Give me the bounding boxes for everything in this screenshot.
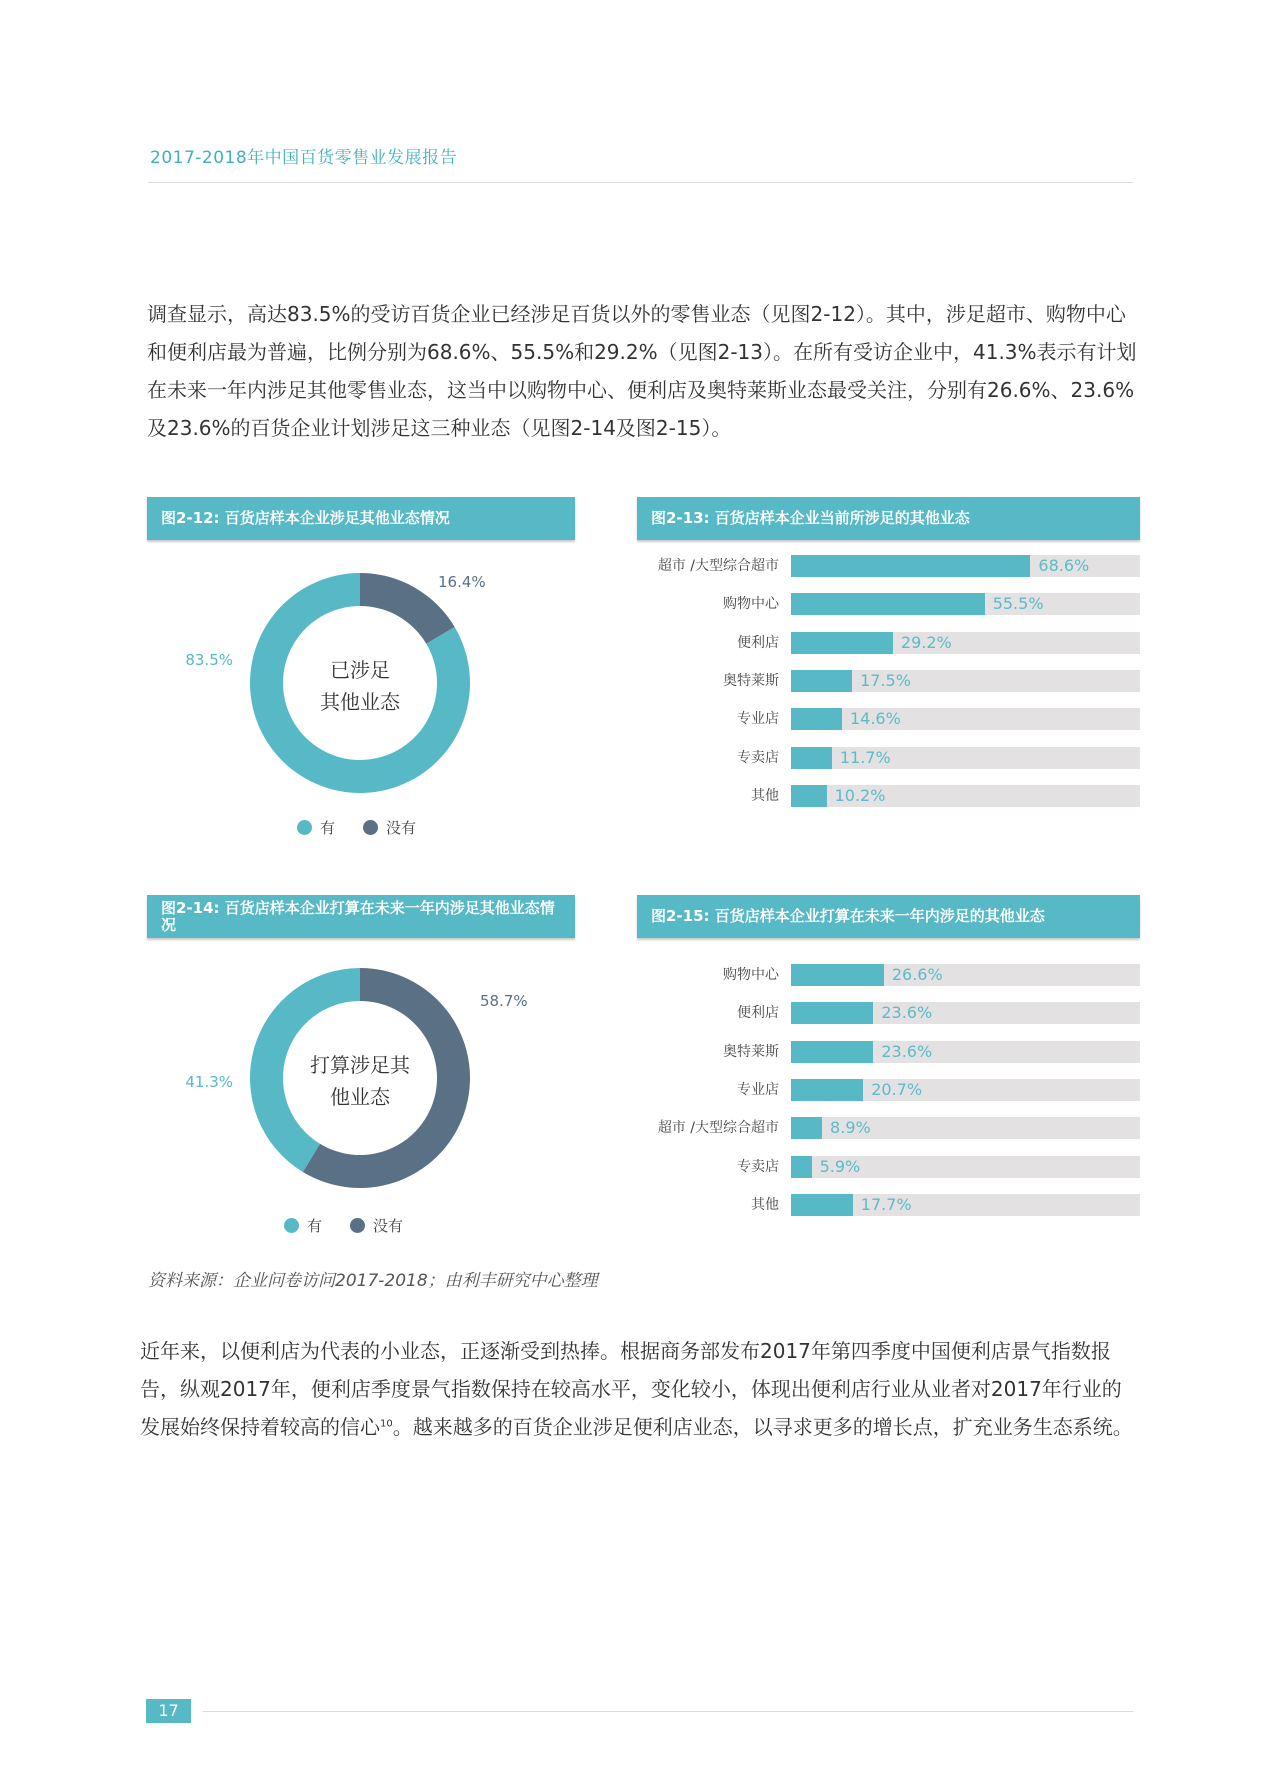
fig-2-13-category-label: 超市 /大型综合超市 [657, 558, 779, 574]
fig-2-15-bar [791, 964, 884, 986]
fig-2-15-category-label: 奥特莱斯 [723, 1043, 779, 1060]
fig-2-12-center-label-line: 其他业态 [320, 690, 400, 714]
fig-2-15-title: 图2-15: 百货店样本企业打算在未来一年内涉足的其他业态 [637, 895, 1140, 938]
legend-yes-swatch [284, 1218, 299, 1233]
fig-2-15-value-label: 23.6% [881, 1003, 933, 1023]
legend-yes-label: 有 [320, 819, 336, 837]
fig-2-13-bar-row [737, 747, 1140, 769]
fig-2-13-bar-row [657, 555, 1140, 577]
fig-2-13-category-label: 便利店 [737, 634, 779, 651]
fig-2-13-bar [791, 632, 893, 654]
fig-2-15-bar-row [723, 1041, 1140, 1063]
fig-2-15-category-label: 便利店 [737, 1005, 779, 1022]
fig-2-13-value-label: 29.2% [900, 632, 952, 652]
fig-2-13-category-label: 专卖店 [737, 749, 779, 766]
paragraph-text-end: 。越来越多的百货企业涉足便利店业态，以寻求更多的增长点，扩充业务生态系统。 [392, 1415, 1133, 1439]
header-divider [148, 182, 1133, 183]
fig-2-15-bar-row [737, 1002, 1140, 1024]
fig-2-14-slice-label-no: 58.7% [480, 992, 528, 1010]
fig-2-15-category-label: 超市 /大型综合超市 [657, 1120, 779, 1137]
report-header-title: 2017-2018年中国百货零售业发展报告 [150, 148, 458, 168]
fig-2-15-bar [791, 1194, 853, 1216]
fig-2-13-bar [791, 747, 832, 769]
fig-2-14-center-label-line: 打算涉足其 [310, 1053, 410, 1077]
footer-divider [203, 1711, 1133, 1712]
source-note: 资料来源：企业问卷访问2017-2018；由利丰研究中心整理 [148, 1271, 598, 1291]
fig-2-15-category-label: 其他 [751, 1196, 779, 1213]
fig-2-14-slice-label-yes: 41.3% [185, 1073, 233, 1091]
fig-2-15-value-label: 17.7% [860, 1194, 912, 1214]
fig-2-13-category-label: 购物中心 [723, 596, 779, 613]
legend-no-label: 没有 [373, 1217, 404, 1235]
fig-2-13-bar-row [751, 785, 1140, 807]
fig-2-14-legend [284, 1215, 403, 1236]
fig-2-13-bar [791, 670, 852, 692]
footnote-marker: 10 [380, 1418, 393, 1430]
paragraph-text: 近年来，以便利店为代表的小业态，正逐渐受到热捧。根据商务部发布2017年第四季度中国便利店景气指数报告，纵观2017年，便利店季度景气指数保持在较高水平，变化较小，体现出便利店行业从业者对2017年行业的发展始终保持着较高的信心 [140, 1339, 1122, 1439]
fig-2-15-bar [791, 1079, 863, 1101]
fig-2-15-value-label: 8.9% [830, 1118, 871, 1138]
fig-2-15-value-label: 26.6% [891, 965, 943, 984]
fig-2-13-title: 图2-13: 百货店样本企业当前所涉足的其他业态 [637, 497, 1140, 540]
fig-2-12-center-label-line: 已涉足 [330, 658, 390, 682]
fig-2-14-donut-chart [185, 955, 528, 1205]
fig-2-13-bar [791, 555, 1030, 577]
fig-2-13-bar [791, 708, 842, 730]
fig-2-15-bar [791, 1117, 822, 1139]
legend-no-label: 没有 [386, 819, 417, 837]
fig-2-13-value-label: 68.6% [1038, 556, 1090, 575]
fig-2-13-value-label: 10.2% [834, 785, 886, 805]
fig-2-15-bar [791, 1156, 812, 1178]
fig-2-12-slice-label-yes: 83.5% [185, 651, 233, 669]
legend-yes-swatch [297, 820, 312, 835]
fig-2-13-value-label: 17.5% [860, 670, 911, 690]
page-number: 17 [146, 1699, 191, 1723]
fig-2-13-bar-row [723, 670, 1140, 692]
fig-2-12-slice-label-no: 16.4% [438, 573, 486, 591]
fig-2-15-bar-row [723, 964, 1140, 986]
fig-2-15-bar-row [657, 1117, 1140, 1139]
fig-2-15-bar [791, 1041, 873, 1063]
fig-2-15-category-label: 专业店 [737, 1081, 779, 1098]
fig-2-15-value-label: 20.7% [871, 1079, 923, 1099]
fig-2-15-value-label: 5.9% [819, 1156, 861, 1176]
fig-2-15-category-label: 专卖店 [737, 1158, 779, 1175]
fig-2-15-category-label: 购物中心 [723, 967, 779, 983]
fig-2-12-title: 图2-12: 百货店样本企业涉足其他业态情况 [147, 497, 575, 540]
convenience-store-paragraph [140, 1332, 1135, 1446]
fig-2-13-value-label: 14.6% [849, 709, 901, 729]
fig-2-15-bar-row [751, 1194, 1140, 1216]
fig-2-13-bar-row [737, 632, 1140, 654]
fig-2-13-category-label: 专业店 [737, 711, 779, 728]
fig-2-13-category-label: 奥特莱斯 [723, 672, 779, 689]
fig-2-15-value-label: 23.6% [881, 1041, 933, 1061]
fig-2-14-center-label-line: 他业态 [330, 1085, 390, 1109]
fig-2-13-bar-row [723, 593, 1140, 615]
fig-2-13-value-label: 55.5% [992, 594, 1044, 614]
legend-no-swatch [363, 820, 378, 835]
fig-2-13-bar-row [737, 708, 1140, 730]
fig-2-14-title: 图2-14: 百货店样本企业打算在未来一年内涉足其他业态情况 [147, 895, 575, 938]
intro-paragraph: 调查显示，高达83.5%的受访百货企业已经涉足百货以外的零售业态（见图2-12）。其中，涉足超市、购物中心和便利店最为普遍，比例分别为68.6%、55.5%和29.2%（见图2-13）。在所有受访企业中，41.3%表示有计划在未来一年内涉足其他零售业态，这当中以购物中心、便利店及奥特莱斯业态最受关注，分别有26.6%、23.6%及23.6%的百货企业计划涉足这三种业态（见图2-14及图2-15）。 [147, 302, 1137, 440]
fig-2-15-bar-row [737, 1079, 1140, 1101]
legend-yes-label: 有 [307, 1217, 323, 1235]
fig-2-13-bar [791, 593, 985, 615]
fig-2-13-bar [791, 785, 827, 807]
fig-2-12-legend [297, 817, 416, 838]
fig-2-13-bar-track [791, 708, 1140, 730]
fig-2-13-value-label: 11.7% [839, 747, 891, 767]
fig-2-12-donut-chart [185, 560, 520, 810]
fig-2-13-category-label: 其他 [751, 787, 779, 804]
legend-no-swatch [350, 1218, 365, 1233]
fig-2-15-bar-row [737, 1156, 1140, 1178]
fig-2-15-bar [791, 1002, 873, 1024]
